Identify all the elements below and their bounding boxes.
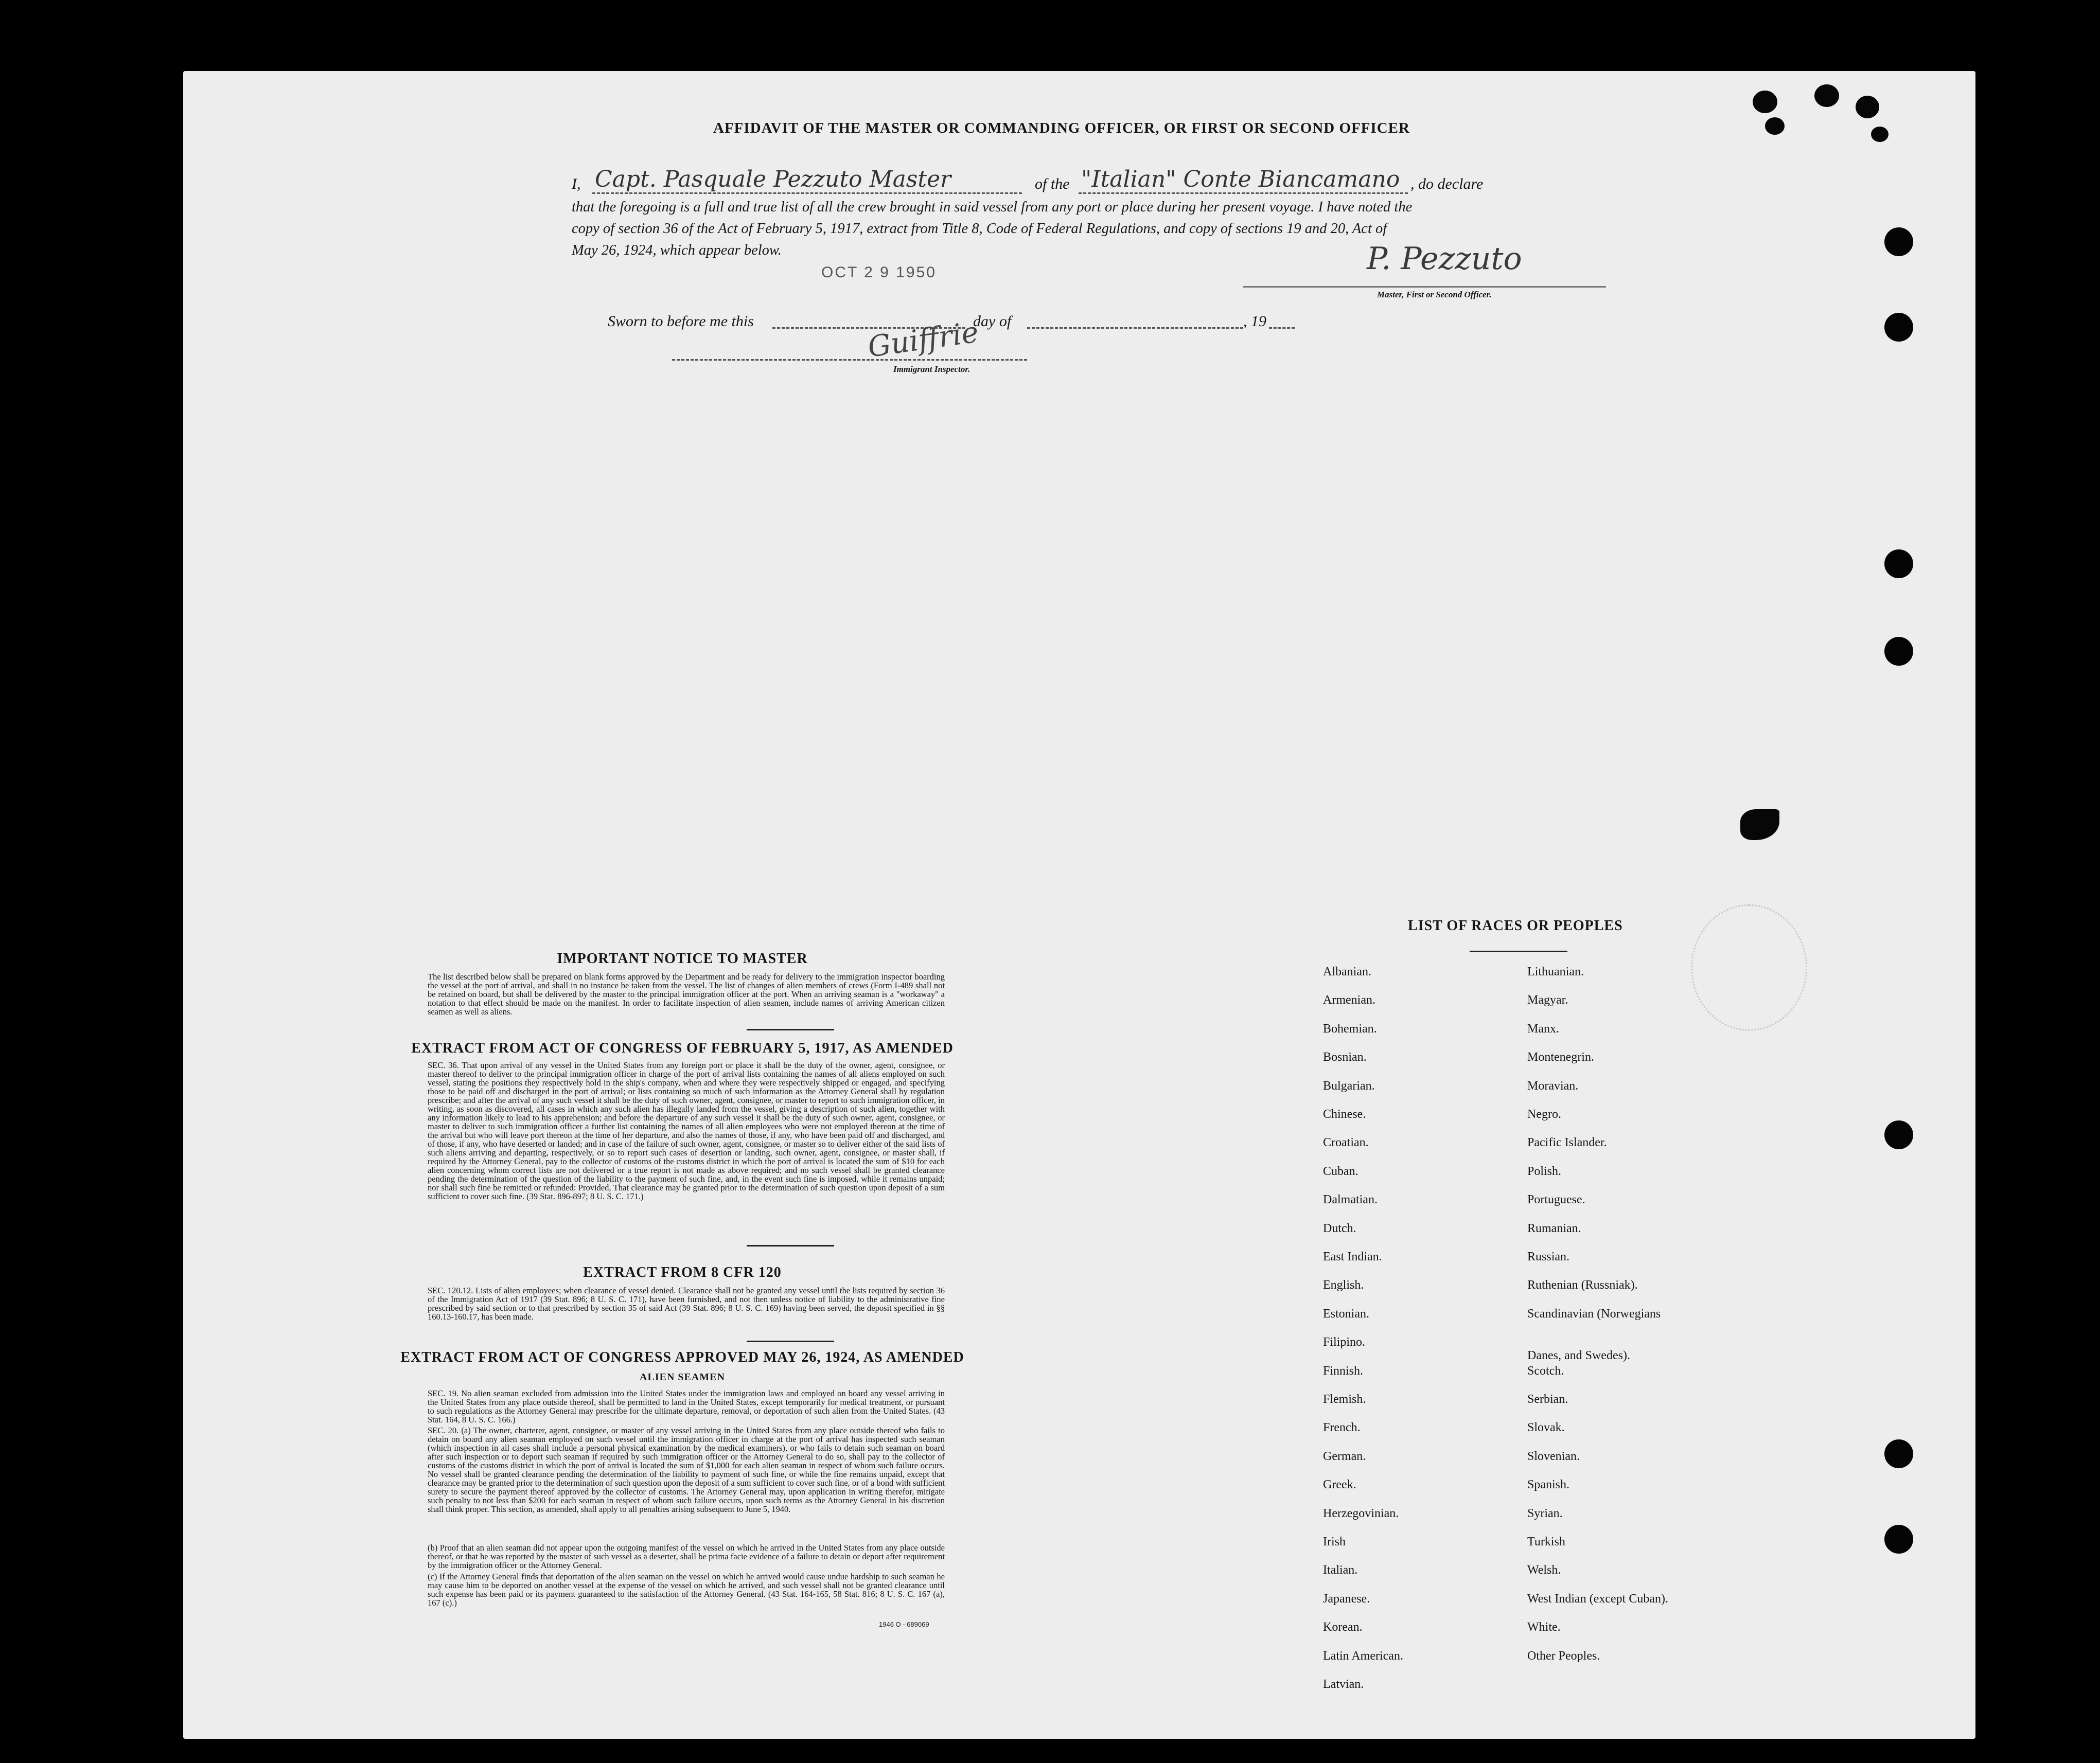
faint-circular-stamp bbox=[1691, 904, 1807, 1031]
year-prefix: , 19 bbox=[1243, 313, 1266, 330]
race-item: Serbian. bbox=[1527, 1393, 1568, 1406]
affidavit-line4: May 26, 1924, which appear below. bbox=[572, 242, 782, 258]
race-item: Bulgarian. bbox=[1323, 1079, 1375, 1093]
race-item: Syrian. bbox=[1527, 1506, 1563, 1520]
master-name-handwritten: Capt. Pasquale Pezzuto Master bbox=[595, 166, 951, 192]
race-item: Armenian. bbox=[1323, 993, 1375, 1007]
race-item: Other Peoples. bbox=[1527, 1649, 1600, 1663]
punch-hole bbox=[1884, 227, 1913, 256]
extract-1917-title: EXTRACT FROM ACT OF CONGRESS OF FEBRUARY 5, 1917, AS AMENDED bbox=[411, 1040, 954, 1056]
sworn-month-line bbox=[1027, 327, 1243, 329]
affidavit-i: I, bbox=[572, 175, 581, 192]
race-item: West Indian (except Cuban). bbox=[1527, 1592, 1668, 1606]
divider-2 bbox=[747, 1245, 834, 1246]
inspector-line bbox=[672, 359, 1027, 361]
race-item: Japanese. bbox=[1323, 1592, 1370, 1606]
race-item: Bosnian. bbox=[1323, 1050, 1367, 1064]
race-item: Dutch. bbox=[1323, 1221, 1356, 1235]
extract-cfr-body: SEC. 120.12. Lists of alien employees; when clearance of vessel denied. Clearance shall not be granted any vessel until the lists required by section 36 of the Immigration Act of 1917 (39 Stat. 896; 8 U. S. C. 171), have been furnished, and not then unless notice of liability to the administrative fine prescribed by said section or to that prescribed by section 35 of said Act (39 Stat. 896; 8 U. S. C. 169) having been served, the deposit specified in §§ 160.13-160.17, has been made. bbox=[428, 1286, 945, 1322]
race-item: Slovak. bbox=[1527, 1421, 1565, 1435]
race-item: Greek. bbox=[1323, 1478, 1356, 1492]
extract-1924-subtitle: ALIEN SEAMEN bbox=[640, 1372, 725, 1383]
punch-hole bbox=[1753, 91, 1777, 113]
sworn-label: Sworn to before me this bbox=[608, 313, 754, 330]
vessel-name-line bbox=[1079, 192, 1408, 194]
extract-1924-sec20b: (b) Proof that an alien seaman did not appear upon the outgoing manifest of the vessel on which he arrived in the United States from any place outside thereof, or that he was reported by the master of such vessel as a deserter, shall be prima facie evidence of a failure to detain or deport after requirement by the immigration officer or the Attorney General. bbox=[428, 1543, 945, 1570]
race-item: Bohemian. bbox=[1323, 1022, 1377, 1036]
affidavit-line2: that the foregoing is a full and true list of all the crew brought in said vessel from any port or place during her present voyage. I have noted the bbox=[572, 199, 1413, 215]
race-item: Estonian. bbox=[1323, 1307, 1369, 1321]
print-code: 1946 O - 689069 bbox=[879, 1620, 929, 1628]
race-item: Cuban. bbox=[1323, 1164, 1358, 1178]
race-item: Danes, and Swedes). bbox=[1527, 1349, 1630, 1363]
race-item: Turkish bbox=[1527, 1535, 1565, 1548]
race-item: Filipino. bbox=[1323, 1335, 1366, 1349]
inspector-signature: Guiffrie bbox=[866, 315, 981, 364]
affidavit-title: AFFIDAVIT OF THE MASTER OR COMMANDING OFFICER, OR FIRST OR SECOND OFFICER bbox=[713, 120, 1410, 136]
race-item: Manx. bbox=[1527, 1022, 1559, 1036]
vessel-name-handwritten: "Italian" Conte Biancamano bbox=[1081, 166, 1400, 192]
notice-body: The list described below shall be prepared on blank forms approved by the Department and be ready for delivery to the immigration inspector boarding the vessel at the port of arrival, and shall in no instance be taken from the vessel. The list of changes of alien members of crews (Form I-489 shall not be retained on board, but shall be delivered by the master to the principal immigration officer at the port. When an arriving seaman is a "workaway" a notation to that effect should be made on the manifest. In order to facilitate inspection of alien seamen, include names of arriving American citizen seamen as well as aliens. bbox=[428, 972, 945, 1017]
day-of-label: day of bbox=[973, 313, 1012, 330]
race-item: Scotch. bbox=[1527, 1364, 1564, 1378]
affidavit-of-the: of the bbox=[1035, 175, 1070, 192]
race-item: Lithuanian. bbox=[1527, 965, 1584, 978]
sworn-year-line bbox=[1269, 327, 1295, 329]
race-item: French. bbox=[1323, 1421, 1361, 1435]
extract-1924-sec20a: SEC. 20. (a) The owner, charterer, agent, consignee, or master of any vessel arriving in the United States from any place outside thereof who fails to detain on board any alien seaman employed on such vessel until the immigration officer in charge at the port of arrival has inspected such seaman (which inspection in all cases shall include a personal physical examination by the medical examiners), or who fails to detain such seaman on board after such inspection or to deport such seaman if required by such immigration officer or the Attorney General to do so, shall pay to the collector of customs of the customs district in which the port of arrival is located the sum of $1,000 for each alien seaman in respect of whom such failure occurs. No vessel shall be granted clearance pending the determination of the liability to payment of such fine, or while the fine remains unpaid, except that clearance may be granted prior to the determination of such question upon the deposit of a sum sufficient to cover such fine, or of a bond with sufficient surety to secure the payment thereof approved by the collector of customs. The Attorney General may, upon application in writing therefor, mitigate such penalty to not less than $200 for each seaman in respect of whom such failure occurs, upon such terms as the Attorney General in his discretion shall think proper. This section, as amended, shall apply to all penalties arising subsequent to June 5, 1940. bbox=[428, 1426, 945, 1514]
affidavit-line3: copy of section 36 of the Act of February 5, 1917, extract from Title 8, Code of Federal Regulations, and copy of sections 19 and 20, Act of bbox=[572, 221, 1387, 237]
master-signature-caption: Master, First or Second Officer. bbox=[1377, 290, 1492, 299]
races-title: LIST OF RACES OR PEOPLES bbox=[1408, 918, 1623, 934]
punch-hole bbox=[1884, 313, 1913, 342]
race-item: Finnish. bbox=[1323, 1364, 1364, 1378]
race-item: Latvian. bbox=[1323, 1678, 1364, 1691]
race-item: Portuguese. bbox=[1527, 1193, 1585, 1207]
extract-cfr-title: EXTRACT FROM 8 CFR 120 bbox=[583, 1265, 782, 1280]
punch-hole bbox=[1884, 1120, 1913, 1149]
divider-3 bbox=[747, 1341, 834, 1342]
race-item: Irish bbox=[1323, 1535, 1346, 1548]
race-item: Negro. bbox=[1527, 1108, 1561, 1121]
extract-1924-sec20c: (c) If the Attorney General finds that deportation of the alien seaman on the vessel on which he arrived would cause undue hardship to such seaman he may cause him to be deported on another vessel at the expense of the vessel on which he arrived, and such vessel shall not be granted clearance until such expense has been paid or its payment guaranteed to the satisfaction of the Attorney General. (43 Stat. 164-165, 58 Stat. 816; 8 U. S. C. 167 (a), 167 (c).) bbox=[428, 1572, 945, 1608]
torn-corner-mark bbox=[1740, 809, 1779, 840]
punch-hole bbox=[1884, 1525, 1913, 1554]
race-item: Russian. bbox=[1527, 1250, 1570, 1263]
notice-title: IMPORTANT NOTICE TO MASTER bbox=[557, 951, 808, 967]
master-name-line bbox=[592, 192, 1022, 194]
divider-1 bbox=[747, 1029, 834, 1030]
punch-hole bbox=[1884, 549, 1913, 578]
extract-1917-body: SEC. 36. That upon arrival of any vessel in the United States from any foreign port or place it shall be the duty of the owner, agent, consignee, or master thereof to deliver to the principal immigration officer in charge of the port of arrival lists containing the names of all aliens employed on such vessel, stating the positions they respectively hold in the ship's company, when and where they were respectively shipped or engaged, and specifying those to be paid off and discharged in the port of arrival; or lists containing so much of such information as the Attorney General shall by regulation prescribe; and after the arrival of any such vessel it shall be the duty of such owner, agent, consignee, or master to report to such immigration officer, in writing, as soon as discovered, all cases in which any such alien has illegally landed from the vessel, giving a description of such alien, together with any information likely to lead to his apprehension; and before the departure of any such vessel it shall be the duty of such owner, agent, consignee, or master to deliver to such immigration officer a further list containing the names of all alien employees who were not employed thereon at the time of the arrival but who will leave port thereon at the time of her departure, and also the names of those, if any, who have been paid off and discharged, and of those, if any, who have deserted or landed; and in case of the failure of such owner, agent, consignee, or master so to deliver either of the said lists of such aliens arriving and departing, respectively, or so to report such cases of desertion or landing, such owner, agent, consignee, or master shall, if required by the Attorney General, pay to the collector of customs of the customs district in which the port of arrival is located the sum of $10 for each alien concerning whom correct lists are not delivered or a true report is not made as above required; and no such vessel shall be granted clearance pending the determination of the question of the liability to the payment of such fine, and, in the event such fine is imposed, while it remains unpaid; nor shall such fine be remitted or refunded: Provided, That clearance may be granted prior to the determination of such question upon deposit of a sum sufficient to cover such fine. (39 Stat. 896-897; 8 U. S. C. 171.) bbox=[428, 1060, 945, 1201]
punch-hole bbox=[1871, 127, 1889, 142]
extract-1924-title: EXTRACT FROM ACT OF CONGRESS APPROVED MAY 26, 1924, AS AMENDED bbox=[400, 1349, 964, 1365]
race-item: Dalmatian. bbox=[1323, 1193, 1378, 1207]
race-item: Polish. bbox=[1527, 1164, 1562, 1178]
race-item: German. bbox=[1323, 1449, 1366, 1463]
race-item: Italian. bbox=[1323, 1563, 1358, 1577]
race-item: Herzegovinian. bbox=[1323, 1506, 1399, 1520]
race-item: Moravian. bbox=[1527, 1079, 1579, 1093]
race-item: Montenegrin. bbox=[1527, 1050, 1594, 1064]
race-item: Rumanian. bbox=[1527, 1221, 1581, 1235]
affidavit-declare: , do declare bbox=[1410, 175, 1484, 192]
race-item: Scandinavian (Norwegians bbox=[1527, 1307, 1661, 1321]
date-stamp: OCT 2 9 1950 bbox=[821, 264, 937, 281]
punch-hole bbox=[1884, 1439, 1913, 1468]
race-item: Korean. bbox=[1323, 1620, 1363, 1634]
race-item: Latin American. bbox=[1323, 1649, 1403, 1663]
race-item: Croatian. bbox=[1323, 1136, 1369, 1150]
extract-1924-sec19: SEC. 19. No alien seaman excluded from admission into the United States under the immigration laws and employed on board any vessel arriving in the United States from any place outside thereof, shall be permitted to land in the United States, except temporarily for medical treatment, or pursuant to such regulations as the Attorney General may prescribe for the ultimate departure, removal, or deportation of such alien from the United States. (43 Stat. 164, 8 U. S. C. 166.) bbox=[428, 1388, 945, 1424]
race-item: Chinese. bbox=[1323, 1108, 1366, 1121]
race-item: Slovenian. bbox=[1527, 1449, 1580, 1463]
master-signature: P. Pezzuto bbox=[1367, 241, 1522, 277]
race-item: Welsh. bbox=[1527, 1563, 1561, 1577]
punch-hole bbox=[1856, 96, 1879, 118]
punch-hole bbox=[1765, 117, 1785, 135]
race-item: Ruthenian (Russniak). bbox=[1527, 1278, 1638, 1292]
punch-hole bbox=[1884, 637, 1913, 666]
race-item: Spanish. bbox=[1527, 1478, 1570, 1492]
race-item: Magyar. bbox=[1527, 993, 1568, 1007]
race-item: Albanian. bbox=[1323, 965, 1371, 978]
punch-hole bbox=[1814, 84, 1839, 107]
master-signature-line bbox=[1243, 286, 1606, 288]
race-item: English. bbox=[1323, 1278, 1364, 1292]
race-item: Flemish. bbox=[1323, 1393, 1366, 1406]
races-divider bbox=[1470, 951, 1567, 952]
race-item: Pacific Islander. bbox=[1527, 1136, 1607, 1150]
inspector-caption: Immigrant Inspector. bbox=[893, 364, 970, 374]
document-page bbox=[183, 71, 1975, 1739]
race-item: White. bbox=[1527, 1620, 1561, 1634]
race-item: East Indian. bbox=[1323, 1250, 1382, 1263]
